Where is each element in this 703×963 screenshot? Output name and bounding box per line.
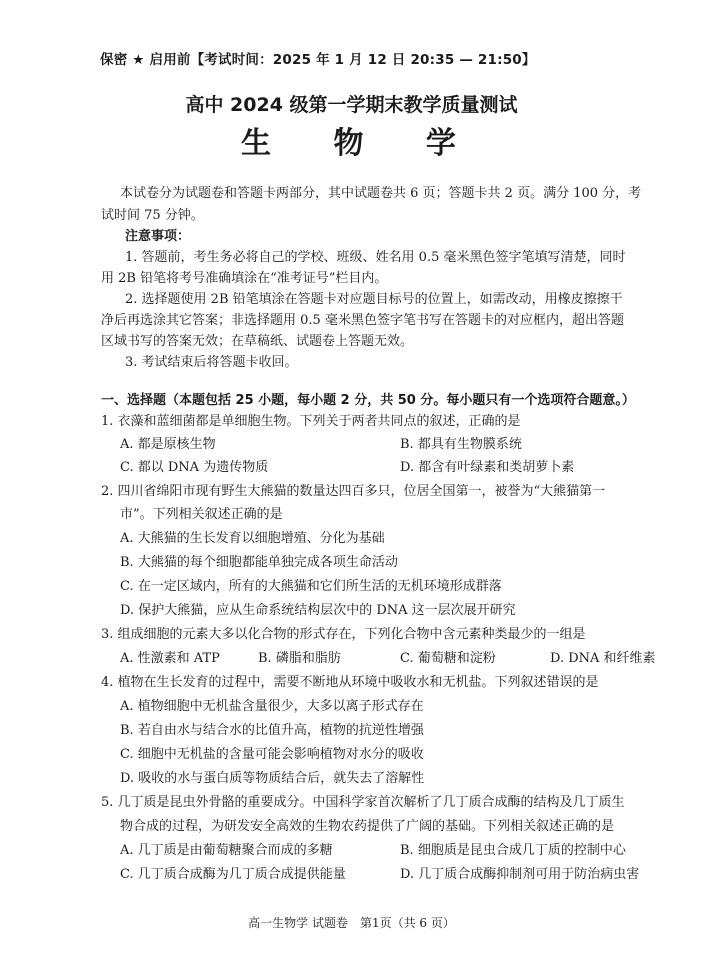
q2-option-b: B. 大熊猫的每个细胞都能单独完成各项生命活动 xyxy=(120,555,398,570)
q5-option-d: D. 几丁质合成酶抑制剂可用于防治病虫害 xyxy=(400,867,640,882)
q1-option-a: A. 都是原核生物 xyxy=(120,437,216,452)
q2-option-a: A. 大熊猫的生长发育以细胞增殖、分化为基础 xyxy=(120,531,385,546)
note-2b: 净后再选涂其它答案；非选择题用 0.5 毫米黑色签字笔书写在答题卡的对应框内，超出答题 xyxy=(101,313,624,328)
q4-option-a: A. 植物细胞中无机盐含量很少，大多以离子形式存在 xyxy=(120,699,424,714)
exam-title: 高中 2024 级第一学期末教学质量测试 xyxy=(185,94,518,116)
q3-stem: 3. 组成细胞的元素大多以化合物的形式存在，下列化合物中含元素种类最少的一组是 xyxy=(101,627,586,642)
intro-line-2: 试时间 75 分钟。 xyxy=(101,208,204,223)
q3-option-a: A. 性激素和 ATP xyxy=(120,651,220,666)
note-2a: 2. 选择题使用 2B 铅笔填涂在答题卡对应题目标号的位置上，如需改动，用橡皮擦擦干 xyxy=(125,292,623,307)
q1-stem: 1. 衣藻和蓝细菌都是单细胞生物。下列关于两者共同点的叙述，正确的是 xyxy=(101,414,521,429)
note-1a: 1. 答题前，考生务必将自己的学校、班级、姓名用 0.5 毫米黑色签字笔填写清楚，同时 xyxy=(125,250,626,265)
note-3: 3. 考试结束后将答题卡收回。 xyxy=(125,355,298,370)
q3-option-c: C. 葡萄糖和淀粉 xyxy=(400,651,496,666)
q5-option-a: A. 几丁质是由葡萄糖聚合而成的多糖 xyxy=(120,843,333,858)
q4-option-c: C. 细胞中无机盐的含量可能会影响植物对水分的吸收 xyxy=(120,747,424,762)
section-heading: 一、选择题（本题包括 25 小题，每小题 2 分，共 50 分。每小题只有一个选项符合题意。） xyxy=(101,393,635,408)
q3-option-b: B. 磷脂和脂肪 xyxy=(258,651,341,666)
q5-option-b: B. 细胞质是昆虫合成几丁质的控制中心 xyxy=(400,843,626,858)
q1-option-b: B. 都具有生物膜系统 xyxy=(400,437,522,452)
q2-option-d: D. 保护大熊猫，应从生命系统结构层次中的 DNA 这一层次展开研究 xyxy=(120,603,516,618)
q2-stem-1: 2. 四川省绵阳市现有野生大熊猫的数量达四百多只，位居全国第一，被誉为“大熊猫第一 xyxy=(101,484,606,499)
intro-line-1: 本试卷分为试题卷和答题卡两部分，其中试题卷共 6 页；答题卡共 2 页。满分 100 分，考 xyxy=(120,186,642,201)
note-2c: 区域书写的答案无效；在草稿纸、试题卷上答题无效。 xyxy=(101,334,414,349)
q1-option-c: C. 都以 DNA 为遗传物质 xyxy=(120,460,269,475)
q5-stem-2: 物合成的过程，为研发安全高效的生物农药提供了广阔的基础。下列相关叙述正确的是 xyxy=(120,819,615,834)
q2-stem-2: 市”。下列相关叙述正确的是 xyxy=(120,507,283,522)
subject-title: 生 物 学 xyxy=(241,126,462,161)
exam-header: 保密 ★ 启用前【考试时间：2025 年 1 月 12 日 20:35 — 21:50】 xyxy=(100,52,536,68)
q1-option-d: D. 都含有叶绿素和类胡萝卜素 xyxy=(400,460,575,475)
notes-heading: 注意事项： xyxy=(125,229,191,244)
q2-option-c: C. 在一定区域内，所有的大熊猫和它们所生活的无机环境形成群落 xyxy=(120,579,502,594)
q3-option-d: D. DNA 和纤维素 xyxy=(550,651,656,666)
q4-option-b: B. 若自由水与结合水的比值升高，植物的抗逆性增强 xyxy=(120,723,424,738)
q4-option-d: D. 吸收的水与蛋白质等物质结合后，就失去了溶解性 xyxy=(120,771,425,786)
q5-option-c: C. 几丁质合成酶为几丁质合成提供能量 xyxy=(120,867,346,882)
q5-stem-1: 5. 几丁质是昆虫外骨骼的重要成分。中国科学家首次解析了几丁质合成酶的结构及几丁质生 xyxy=(101,795,625,810)
q4-stem: 4. 植物在生长发育的过程中，需要不断地从环境中吸收水和无机盐。下列叙述错误的是 xyxy=(101,675,599,690)
note-1b: 用 2B 铅笔将考号准确填涂在“准考证号”栏目内。 xyxy=(101,271,388,286)
page-footer: 高一生物学 试题卷 第1页（共 6 页） xyxy=(248,916,455,930)
